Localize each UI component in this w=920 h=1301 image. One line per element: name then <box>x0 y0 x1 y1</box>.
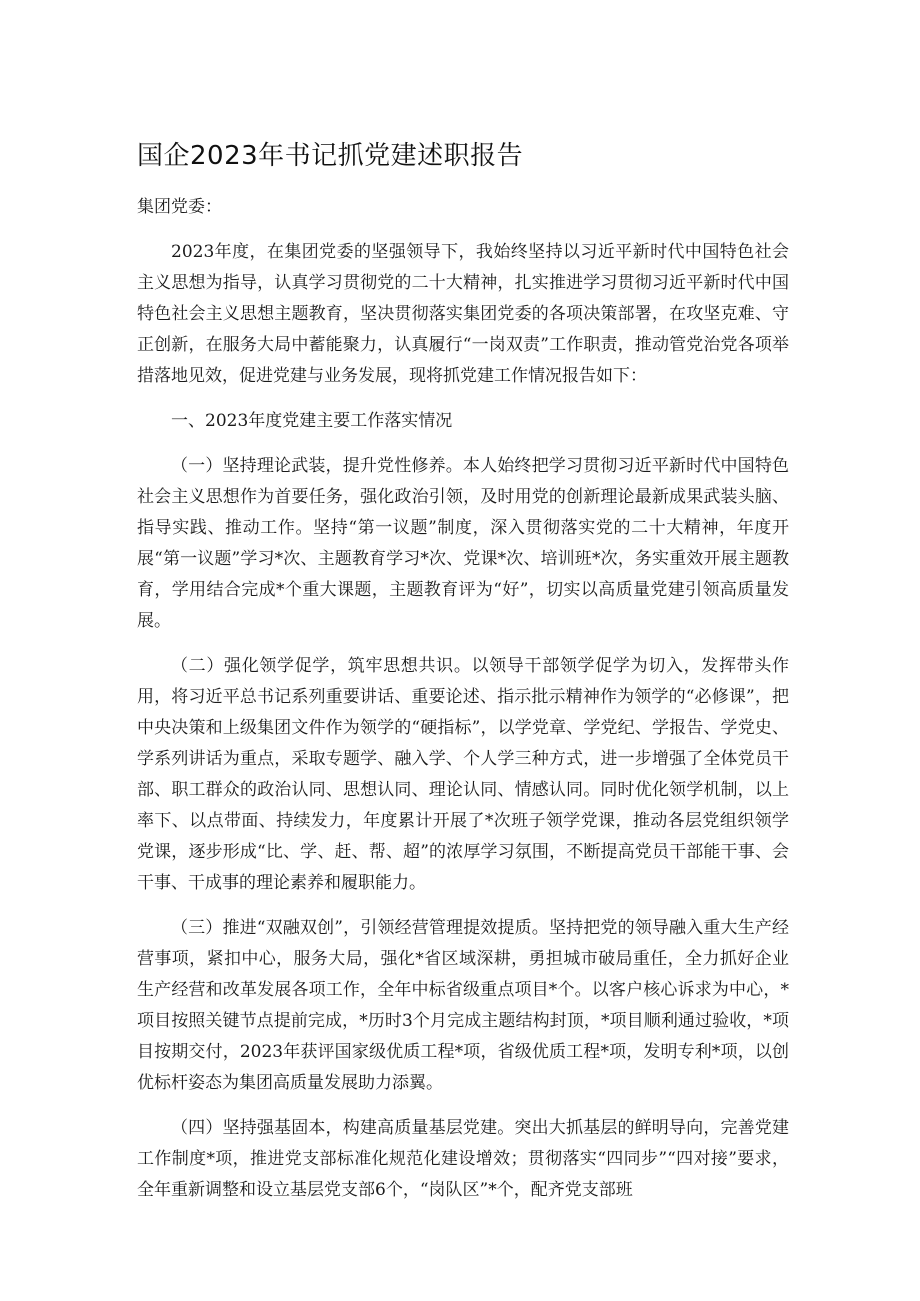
paragraph-1: （一）坚持理论武装，提升党性修养。本人始终把学习贯彻习近平新时代中国特色社会主义思想作为首要任务，强化政治引领，及时用党的创新理论最新成果武装头脑、指导实践、推动工作。坚持“第一议题”制度，深入贯彻落实党的二十大精神，年度开展“第一议题”学习*次、主题教育学习*次、党课*次、培训班*次，务实重效开展主题教育，学用结合完成*个重大课题，主题教育评为“好”，切实以高质量党建引领高质量发展。 <box>137 456 789 631</box>
salutation: 集团党委： <box>137 197 222 217</box>
paragraph-4: （四）坚持强基固本，构建高质量基层党建。突出大抓基层的鲜明导向，完善党建工作制度*项，推进党支部标准化规范化建设增效；贯彻落实“四同步”“四对接”要求，全年重新调整和设立基层党支部6个，“岗队区”*个，配齐党支部班 <box>137 1118 789 1200</box>
document-body <box>137 192 789 1220</box>
intro-paragraph: 2023年度，在集团党委的坚强领导下，我始终坚持以习近平新时代中国特色社会主义思想为指导，认真学习贯彻党的二十大精神，扎实推进学习贯彻习近平新时代中国特色社会主义思想主题教育，坚决贯彻落实集团党委的各项决策部署，在攻坚克难、守正创新，在服务大局中蓄能聚力，认真履行“一岗双责”工作职责，推动管党治党各项举措落地见效，促进党建与业务发展，现将抓党建工作情况报告如下： <box>137 242 789 386</box>
document-title: 国企2023年书记抓党建述职报告 <box>137 141 524 171</box>
section-heading: 一、2023年度党建主要工作落实情况 <box>171 411 453 431</box>
paragraph-2: （二）强化领学促学，筑牢思想共识。以领导干部领学促学为切入，发挥带头作用，将习近平总书记系列重要讲话、重要论述、指示批示精神作为领学的“必修课”，把中央决策和上级集团文件作为领学的“硬指标”，以学党章、学党纪、学报告、学党史、学系列讲话为重点，采取专题学、融入学、个人学三种方式，进一步增强了全体党员干部、职工群众的政治认同、思想认同、理论认同、情感认同。同时优化领学机制，以上率下、以点带面、持续发力，年度累计开展了*次班子领学党课，推动各层党组织领学党课，逐步形成“比、学、赶、帮、超”的浓厚学习氛围，不断提高党员干部能干事、会干事、干成事的理论素养和履职能力。 <box>137 656 789 893</box>
paragraph-3: （三）推进“双融双创”，引领经营管理提效提质。坚持把党的领导融入重大生产经营事项，紧扣中心，服务大局，强化*省区域深耕，勇担城市破局重任，全力抓好企业生产经营和改革发展各项工作，全年中标省级重点项目*个。以客户核心诉求为中心，*项目按照关键节点提前完成，*历时3个月完成主题结构封顶，*项目顺利通过验收，*项目按期交付，2023年获评国家级优质工程*项，省级优质工程*项，发明专利*项，以创优标杆姿态为集团高质量发展助力添翼。 <box>137 918 789 1093</box>
